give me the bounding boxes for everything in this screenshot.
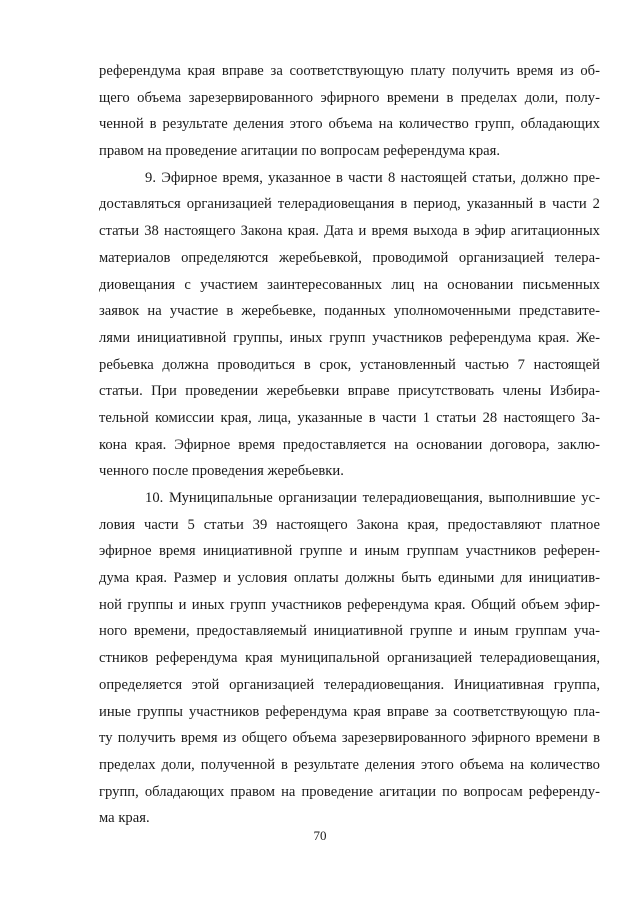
text-line: референдума края вправе за соответствующую плату получить время из об- — [99, 63, 600, 79]
text-line: пределах доли, полученной в результате деления этого объема на количество — [99, 756, 600, 773]
text-line: тельной комиссии края, лица, указанные в части 1 статьи 28 настоящего За- — [99, 409, 600, 426]
text-line: статьи 38 настоящего Закона края. Дата и время выхода в эфир агитационных — [99, 223, 600, 240]
text-line: ребьевка должна проводиться в срок, установленный частью 7 настоящей — [99, 356, 600, 373]
text-line: стников референдума края муниципальной организацией телерадиовещания, — [99, 650, 600, 667]
text-line: ма края. — [99, 810, 150, 827]
text-line: дума края. Размер и условия оплаты должны быть едиными для инициатив- — [99, 570, 600, 587]
text-line: иные группы участников референдума края вправе за соответствующую пла- — [99, 703, 600, 720]
text-line: кона края. Эфирное время предоставляется на основании договора, заклю- — [99, 436, 600, 453]
body-text — [99, 58, 600, 832]
text-line: диовещания с участием заинтересованных лиц на основании письменных — [99, 276, 600, 293]
text-line: эфирное время инициативной группе и иным группам участников референ- — [99, 543, 600, 560]
text-line: материалов определяются жеребьевкой, проводимой организацией телера- — [99, 249, 600, 266]
text-line: доставляться организацией телерадиовещания в период, указанный в части 2 — [99, 196, 600, 213]
text-line: ловия части 5 статьи 39 настоящего Закона края, предоставляют платное — [99, 516, 600, 533]
text-line: лями инициативной группы, иных групп участников референдума края. Же- — [99, 329, 600, 346]
text-line: ченного после проведения жеребьевки. — [99, 463, 344, 480]
text-line: ного времени, предоставляемый инициативной группе и иным группам уча- — [99, 623, 600, 640]
text-line: ченной в результате деления этого объема на количество групп, обладающих — [99, 116, 600, 133]
page-number: 70 — [313, 828, 327, 843]
text-line: статьи. При проведении жеребьевки вправе присутствовать члены Избира- — [99, 383, 600, 400]
text-line: ной группы и иных групп участников референдума края. Общий объем эфир- — [99, 596, 600, 613]
text-line: заявок на участие в жеребьевке, поданных уполномоченными представите- — [99, 303, 600, 320]
text-line: правом на проведение агитации по вопросам референдума края. — [99, 143, 501, 160]
text-line: определяется этой организацией телерадиовещания. Инициативная группа, — [99, 676, 600, 693]
text-line: ту получить время из общего объема зарезервированного эфирного времени в — [99, 730, 600, 747]
paragraph-9-first-line: 9. Эфирное время, указанное в части 8 настоящей статьи, должно пре- — [145, 169, 600, 186]
text-line: щего объема зарезервированного эфирного времени в пределах доли, полу- — [99, 89, 600, 106]
paragraph-10-first-line: 10. Муниципальные организации телерадиовещания, выполнившие ус- — [145, 490, 600, 506]
text-line: групп, обладающих правом на проведение агитации по вопросам референду- — [99, 783, 600, 800]
